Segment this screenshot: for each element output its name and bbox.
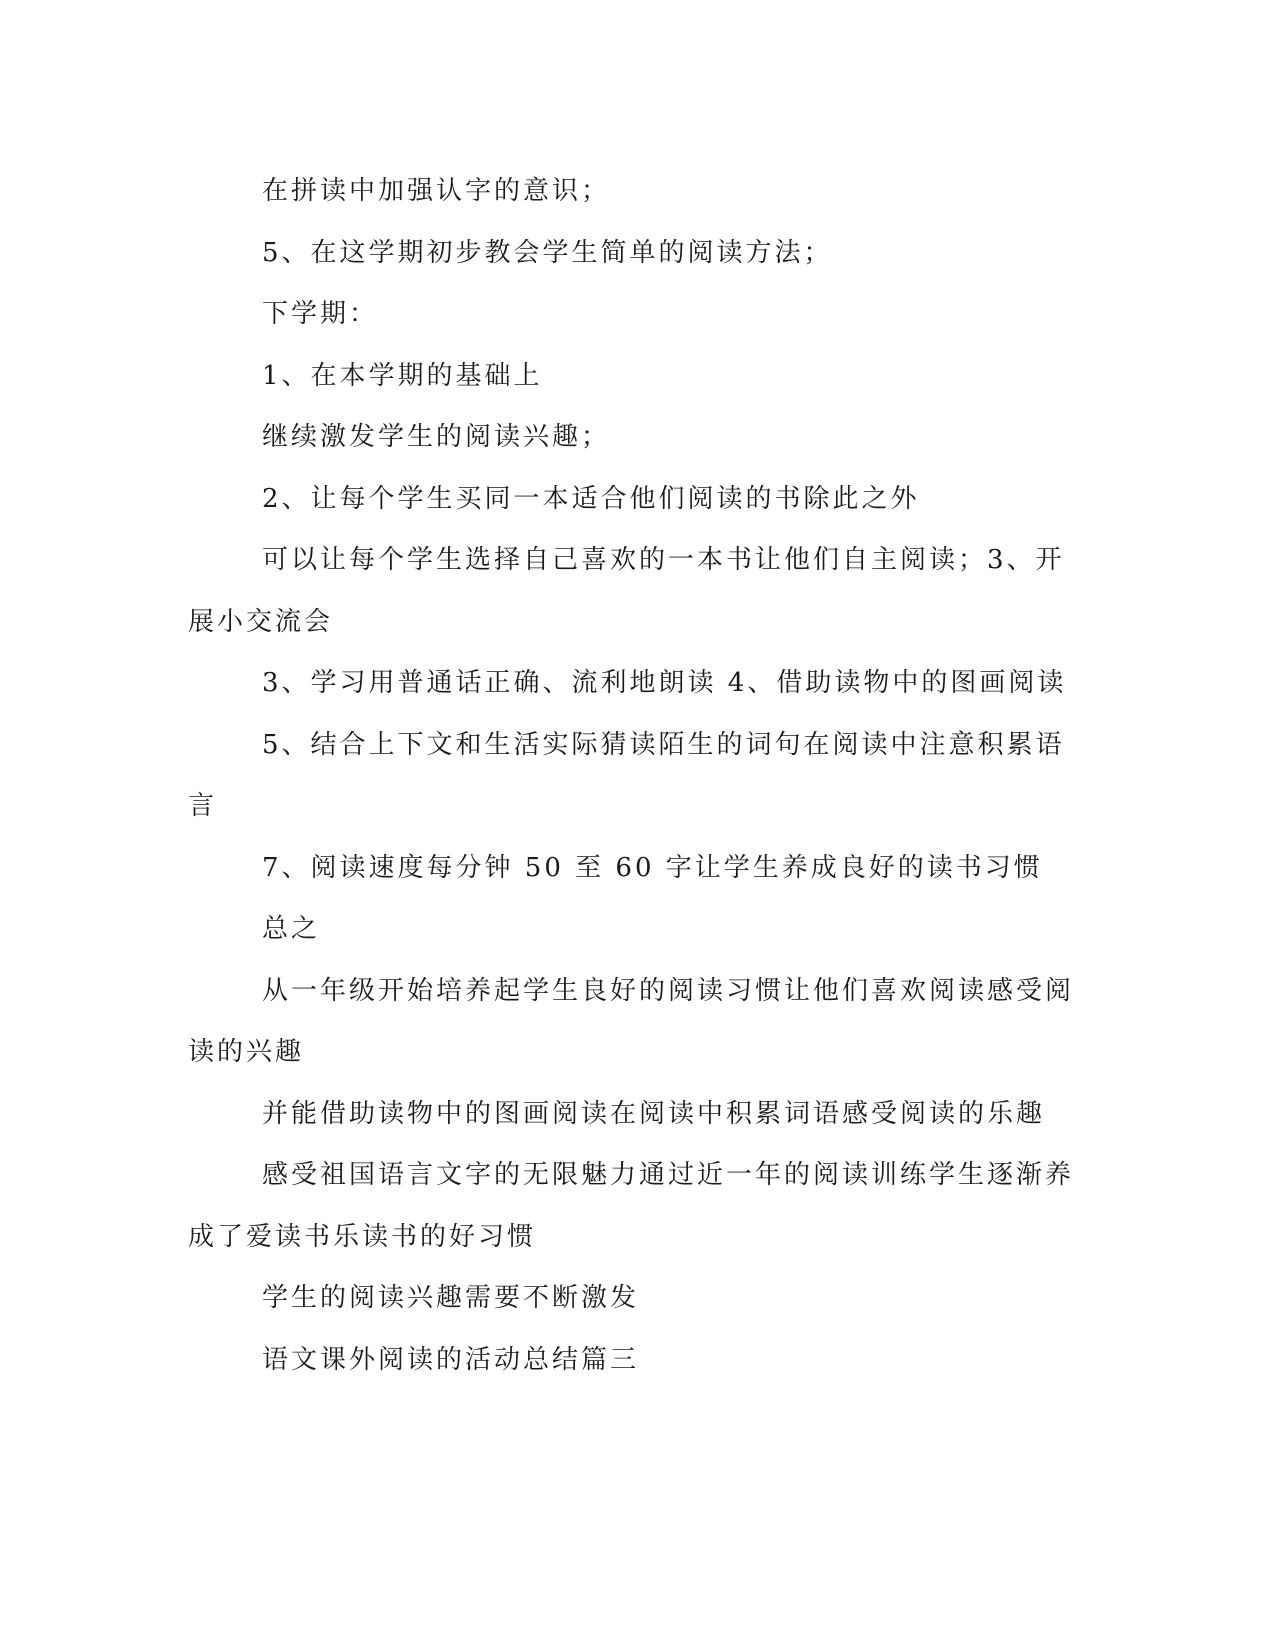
paragraph-line: 在拼读中加强认字的意识； — [262, 176, 611, 206]
paragraph-line: 5、在这学期初步教会学生简单的阅读方法； — [262, 237, 833, 268]
paragraph-line: 5、结合上下文和生活实际猜读陌生的词句在阅读中注意积累语 — [262, 729, 1065, 760]
paragraph-line: 7、阅读速度每分钟 50 至 60 字让学生养成良好的读书习惯 — [262, 852, 1043, 883]
paragraph-line-continuation: 成了爱读书乐读书的好习惯 — [188, 1221, 537, 1252]
paragraph-line-continuation: 读的兴趣 — [188, 1037, 305, 1067]
paragraph-line: 感受祖国语言文字的无限魅力通过近一年的阅读训练学生逐渐养 — [262, 1160, 1075, 1190]
paragraph-line: 1、在本学期的基础上 — [262, 360, 543, 391]
paragraph-line-continuation: 言 — [188, 791, 218, 821]
paragraph-line-continuation: 展小交流会 — [188, 606, 334, 637]
section-heading: 语文课外阅读的活动总结篇三 — [262, 1344, 640, 1375]
paragraph-line: 总之 — [262, 914, 321, 944]
document-body — [188, 161, 1088, 1391]
paragraph-line: 继续激发学生的阅读兴趣； — [262, 422, 611, 452]
paragraph-line: 3、学习用普通话正确、流利地朗读 4、借助读物中的图画阅读 — [262, 668, 1067, 698]
paragraph-line: 下学期： — [262, 299, 379, 329]
paragraph-line: 学生的阅读兴趣需要不断激发 — [262, 1283, 640, 1313]
paragraph-line: 并能借助读物中的图画阅读在阅读中积累词语感受阅读的乐趣 — [262, 1098, 1046, 1129]
paragraph-line: 2、让每个学生买同一本适合他们阅读的书除此之外 — [262, 483, 920, 514]
paragraph-line: 可以让每个学生选择自己喜欢的一本书让他们自主阅读；3、开 — [262, 545, 1065, 575]
paragraph-line: 从一年级开始培养起学生良好的阅读习惯让他们喜欢阅读感受阅 — [262, 975, 1075, 1006]
